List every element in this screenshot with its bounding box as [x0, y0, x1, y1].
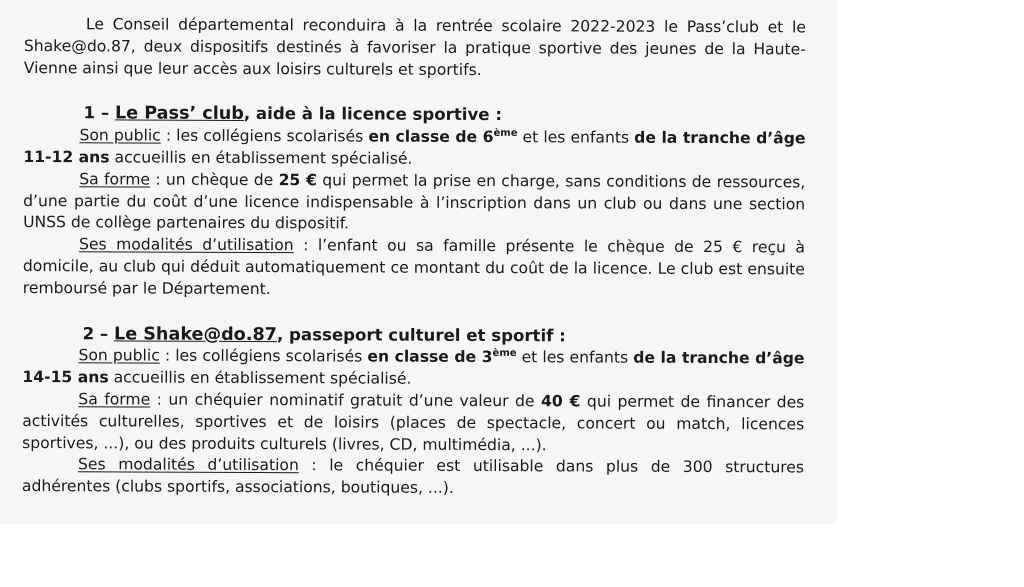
section-1-number: 1 –: [83, 103, 116, 123]
document-page: [22, 14, 806, 501]
section-1-heading: [24, 102, 806, 128]
section-1-subtitle: , aide à la licence sportive :: [243, 104, 503, 125]
section-2-age-range: de la tranche d’âge 14-15 ans: [22, 349, 805, 387]
section-2-modalites-label: Ses modalités d’utilisation: [77, 455, 299, 475]
section-2-public: Son public : les collégiens scolarisés en classe de 3ème et les enfants de la tranche d’âge 14-15 ans accueillis en établissement spécialisé.: [22, 346, 805, 388]
section-1-name: Le Pass’ club: [114, 103, 244, 125]
section-2-forme: Sa forme : un chéquier nominatif gratuit d’une valeur de 40 € qui permet de financer des activités culturelles, sportives et de loisirs (places de spectacle, concert ou match, licences sportives, ...), ou des produits culturels (livres, CD, multimédia, ...).: [22, 390, 805, 454]
section-1-public-label: Son public: [79, 126, 161, 145]
section-2-number: 2 –: [82, 323, 115, 343]
section-1-amount: 25 €: [278, 170, 318, 190]
intro-paragraph: Le Conseil départemental reconduira à la rentrée scolaire 2022-2023 le Pass’club et le Shake@do.87, deux dispositifs destinés à favoriser la pratique sportive des jeunes de la Haute-Vienne ainsi que leur accès aux loisirs culturels et sportifs.: [23, 15, 806, 79]
section-2-name: Le Shake@do.87: [113, 323, 278, 345]
section-2-modalites: Ses modalités d’utilisation : le chéquier est utilisable dans plus de 300 structures adhérentes (clubs sportifs, associations, boutiques, ...).: [21, 455, 805, 498]
section-1-public: Son public : les collégiens scolarisés en classe de 6ème et les enfants de la tranche d’âge 11-12 ans accueillis en établissement spécialisé.: [23, 126, 806, 168]
section-1-modalites: Ses modalités d’utilisation : l’enfant ou sa famille présente le chèque de 25 € reçu à domicile, au club qui déduit automatiquement ce montant du coût de la licence. Le club est ensuite remboursé par le Département.: [22, 235, 806, 298]
section-1-forme: Sa forme : un chèque de 25 € qui permet la prise en charge, sans conditions de ressources, d’une partie du coût d’une licence indispensable à l’inscription dans un club ou dans une section UNSS de collège partenaires du dispositif.: [23, 170, 806, 233]
section-1-class: en classe de 6ème: [368, 127, 518, 147]
section-2-public-label: Son public: [78, 346, 160, 365]
section-2-subtitle: , passeport culturel et sportif :: [276, 324, 566, 345]
section-2-forme-label: Sa forme: [78, 390, 151, 409]
section-2-class: en classe de 3ème: [367, 347, 517, 367]
section-1-forme-label: Sa forme: [79, 170, 151, 189]
section-1-modalites-label: Ses modalités d’utilisation: [78, 235, 294, 255]
section-2-amount: 40 €: [540, 392, 581, 411]
section-1-age-range: de la tranche d’âge 11-12 ans: [23, 128, 806, 167]
section-2-heading: [23, 323, 805, 349]
